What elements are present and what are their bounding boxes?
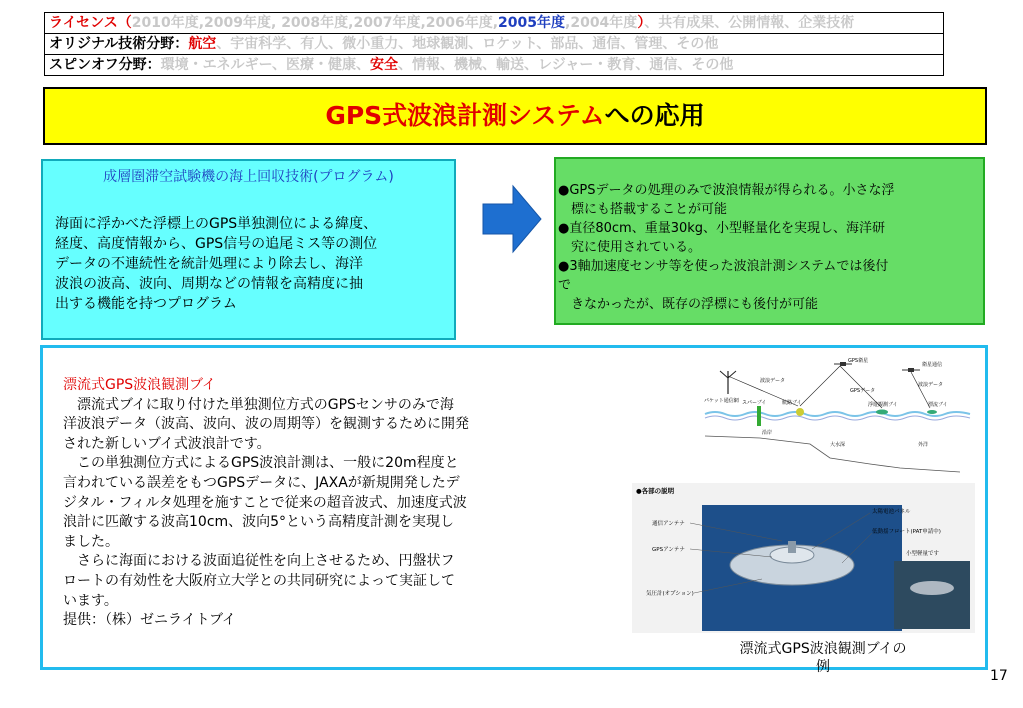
spar-buoy-label: スパーブイ [742,400,767,406]
spinoff-grey-1: 環境・エネルギー、医療・健康、 [160,57,371,73]
spinoff-selected: 安全 [370,57,399,73]
page-number: 17 [990,668,1008,684]
title-black-part: への応用 [604,101,705,130]
feature-line: 標にも搭載することが可能 [558,202,728,217]
float-buoy-label: 浮遊観測ブイ [868,402,898,408]
gps-antenna-label: GPSアンテナ [652,547,685,553]
wave-data-label-2: 波浪データ [918,382,944,388]
pressure-sensor-label: 気圧計(オプション) [646,591,694,597]
buoy-line: 浪計に匹敵する波高10cm、波向5°という高精度計測を実現し [63,514,455,531]
buoy-line: 洋波浪データ（波高、波向、波の周期等）を観測するために開発 [63,416,469,433]
license-close-paren: ） [637,15,645,31]
title-red-part: GPS式波浪計測システム [325,101,605,130]
small-light-label: 小型軽量です [906,551,940,557]
nav-buoy-icon [796,408,804,416]
buoy-line: された新しいブイ式波浪計です。 [63,435,271,452]
buoy-line: ました。 [63,533,119,550]
drift-buoy-label: 漂流ブイ [928,402,948,408]
figure-caption-line1: 漂流式GPS波浪観測ブイの [739,641,907,657]
program-line: データの不連続性を統計処理により除去し、海洋 [55,256,363,272]
buoy-line: さらに海面における波面追従性を向上させるため、円盤状フ [63,553,455,570]
buoy-photo-diagram [632,483,975,633]
buoy-line: この単独測位方式によるGPS波浪計測は、一般に20m程度と [63,455,459,472]
buoy-line: 言われている誤差をもつGPSデータに、JAXAが新規開発したデ [63,474,460,491]
program-line: 経度、高度情報から、GPS信号の追尾ミス等の測位 [55,236,378,252]
original-field-rest: 、宇宙科学、有人、微小重力、地球観測、ロケット、部品、通信、管理、その他 [216,36,719,52]
feature-line: 究に使用されている。 [558,240,702,255]
feature-line: ●直径80cm、重量30kg、小型軽量化を実現し、海洋研 [558,221,886,236]
gps-sat-label: GPS衛星 [848,358,869,364]
page-title [43,87,987,145]
comm-sat-label: 衛星通信 [922,362,943,368]
program-line: 出する機能を持つプログラム [55,296,237,312]
spinoff-field-label: スピンオフ分野： [49,57,161,73]
license-header-table [44,12,944,76]
license-year-selected: 2005年度 [498,15,566,31]
buoy-description [63,376,563,631]
figure-caption [718,640,928,676]
nav-buoy-label: 航路ブイ [782,400,802,406]
license-years-grey-1: 2010年度,2009年度, 2008年度,2007年度,2006年度, [131,15,499,31]
comm-antenna-label: 通信アンテナ [652,521,685,527]
license-rest: 、共有成果、公開情報、企業技術 [644,15,855,31]
original-field-label: オリジナル技術分野： [49,36,189,52]
buoy-line: 漂流式ブイに取り付けた単独測位方式のGPSセンサのみで海 [63,396,454,413]
packet-network-label: パケット通信網 [704,398,739,404]
solar-panel-label: 太陽電池パネル [872,509,911,515]
system-diagram [700,356,975,480]
deep-water-label: 大水深 [830,442,846,448]
license-row [45,13,943,34]
license-years-grey-2: ,2004年度 [565,15,638,31]
program-line: 海面に浮かべた浮標上のGPS単独測位による緯度、 [55,216,378,232]
spinoff-field-row [45,55,943,75]
license-label: ライセンス [49,15,118,31]
gps-data-label: GPSデータ [850,388,876,394]
buoy-credit: 提供：（株）ゼニライトブイ [63,612,236,629]
spinoff-grey-2: 、情報、機械、輸送、レジャー・教育、通信、その他 [398,57,734,73]
feature-line: ●GPSデータの処理のみで波浪情報が得られる。小さな浮 [558,183,895,198]
program-line: 波浪の波高、波向、周期などの情報を高精度に抽 [55,276,363,292]
features-box [554,157,985,325]
feature-line: で [558,278,572,293]
original-field-selected: 航空 [188,36,217,52]
spar-buoy-icon [757,406,761,426]
feature-line: きなかったが、既存の浮標にも後付が可能 [558,297,819,312]
buoy-line: ロートの有効性を大阪府立大学との共同研究によって実証して [63,572,455,589]
figure-caption-line2: 例 [816,659,830,675]
parts-heading: ●各部の説明 [636,487,675,495]
program-caption: 成層圏滞空試験機の海上回収技術(プログラム) [103,169,394,185]
open-sea-label: 外洋 [918,442,929,448]
drift-buoy-icon [927,410,937,414]
coast-label: 沿岸 [762,430,773,436]
buoy-line: います。 [63,592,118,609]
right-arrow-icon [481,184,543,254]
program-description-box [41,159,456,340]
float-buoy-icon [876,410,888,415]
wave-data-label-1: 波浪データ [760,378,786,384]
feature-line: ●3軸加速度センサ等を使った波浪計測システムでは後付 [558,259,889,274]
buoy-line: ジタル・フィルタ処理を施すことで従来の超音波式、加速度式波 [63,494,467,511]
original-field-row [45,34,943,55]
float-label: 低動揺フロート(PAT申請中) [872,529,941,535]
license-open-paren: （ [117,15,132,31]
program-description [55,214,454,314]
buoy-heading: 漂流式GPS波浪観測ブイ [63,377,216,393]
